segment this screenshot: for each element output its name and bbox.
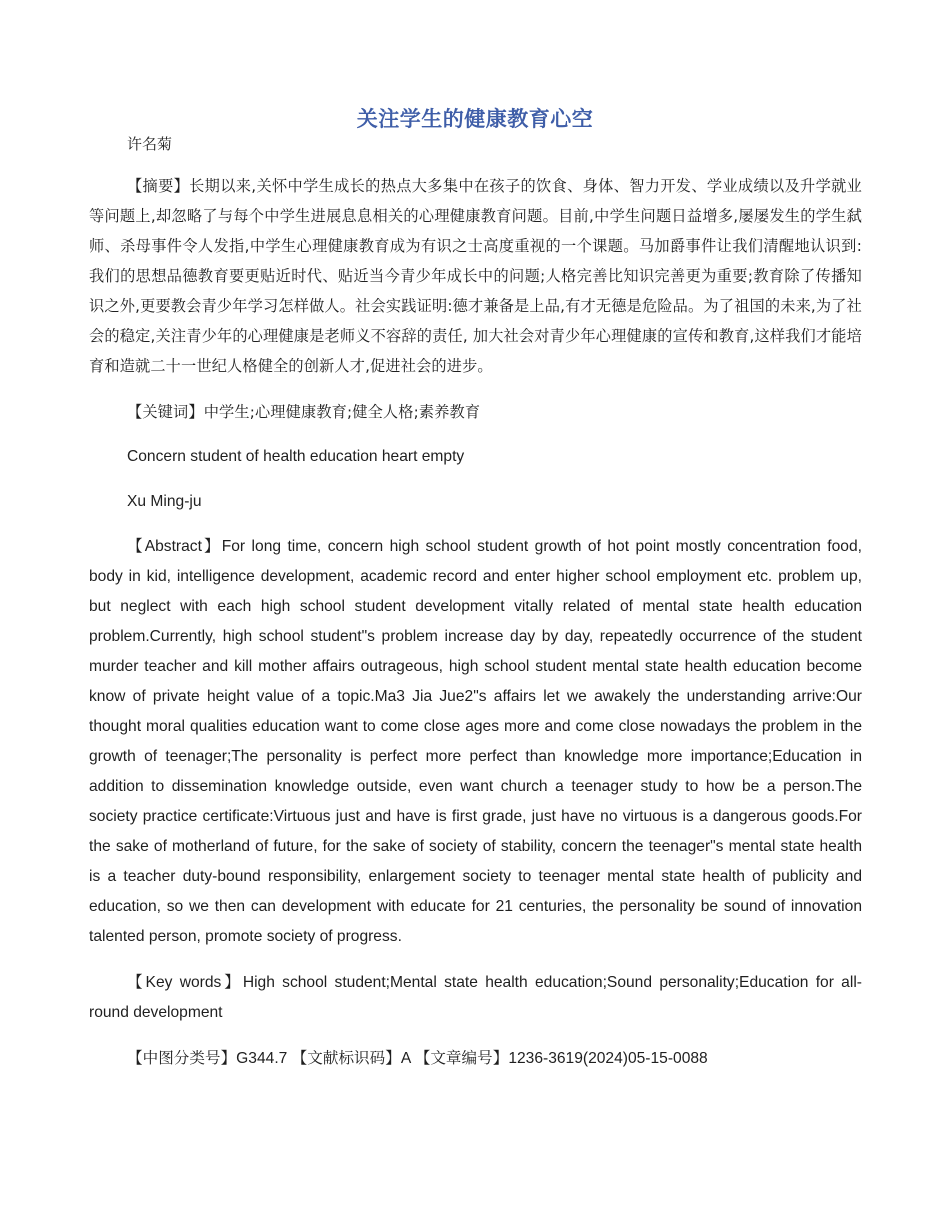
clc-label: 【中图分类号】 — [127, 1050, 237, 1067]
keywords-en-label: 【Key words】 — [127, 974, 243, 991]
abstract-en-text: For long time, concern high school student growth of hot point mostly concentration food, body in kid, intelligence development, academic record and enter higher school employment etc. problem up, but neglect with each high school student development vitally related of mental state health education problem.Currently, high school student"s problem increase day by day, repeatedly occurrence of the student murder teacher and kill mother affairs outrageous, high school student mental state health education become know of private height value of a topic.Ma3 Jia Jue2"s affairs let we awakely the understanding arrive:Our thought moral qualities education want to come close ages more and come close nowadays the problem in the growth of teenager;The personality is perfect more perfect than knowledge more importance;Education in addition to dissemination knowledge outside, even want church a teenager study to how be a person.The society practice certificate:Virtuous just and have is first grade, just have no virtuous is a dangerous goods.For the sake of motherland of future, for the sake of society of stability, concern the teenager"s mental state health is a teacher duty-bound responsibility, enlargement society to teenager mental state health of publicity and education, so we then can development with educate for 21 centuries, the personality be sound of innovation talented person, promote society of progress. — [89, 538, 862, 945]
abstract-en-label: 【Abstract】 — [127, 538, 222, 555]
doc-code-label: 【文献标识码】 — [291, 1050, 401, 1067]
title-en: Concern student of health education heart empty — [127, 448, 465, 465]
document-body — [89, 171, 862, 1089]
abstract-cn-label: 【摘要】 — [127, 177, 190, 195]
keywords-en-text: High school student;Mental state health education;Sound personality;Education for all-round development — [89, 974, 862, 1021]
abstract-cn-text: 长期以来,关怀中学生成长的热点大多集中在孩子的饮食、身体、智力开发、学业成绩以及升学就业等问题上,却忽略了与每个中学生进展息息相关的心理健康教育问题。目前,中学生问题日益增多,屡屡发生的学生弑师、杀母事件令人发指,中学生心理健康教育成为有识之士高度重视的一个课题。马加爵事件让我们清醒地认识到:我们的思想品德教育要更贴近时代、贴近当今青少年成长中的问题;人格完善比知识完善更为重要;教育除了传播知识之外,更要教会青少年学习怎样做人。社会实践证明:德才兼备是上品,有才无德是危险品。为了祖国的未来,为了社会的稳定,关注青少年的心理健康是老师义不容辞的责任, 加大社会对青少年心理健康的宣传和教育,这样我们才能培育和造就二十一世纪人格健全的创新人才,促进社会的进步。 — [89, 177, 862, 375]
article-no-value: 1236-3619(2024)05-15-0088 — [508, 1050, 708, 1067]
keywords-cn-label: 【关键词】 — [127, 403, 204, 421]
author-name-en: Xu Ming-ju — [127, 493, 202, 510]
abstract-cn — [89, 171, 862, 381]
doc-code-value: A — [400, 1050, 411, 1067]
keywords-cn-text: 中学生;心理健康教育;健全人格;素养教育 — [203, 403, 481, 421]
keywords-en — [89, 968, 862, 1028]
abstract-en — [89, 532, 862, 952]
page-title: 关注学生的健康教育心空 — [356, 107, 594, 131]
author-name-cn: 许名菊 — [127, 135, 173, 153]
clc-value: G344.7 — [236, 1050, 288, 1067]
article-no-label: 【文章编号】 — [414, 1050, 509, 1067]
keywords-cn — [89, 397, 862, 427]
classification-line — [89, 1044, 862, 1074]
